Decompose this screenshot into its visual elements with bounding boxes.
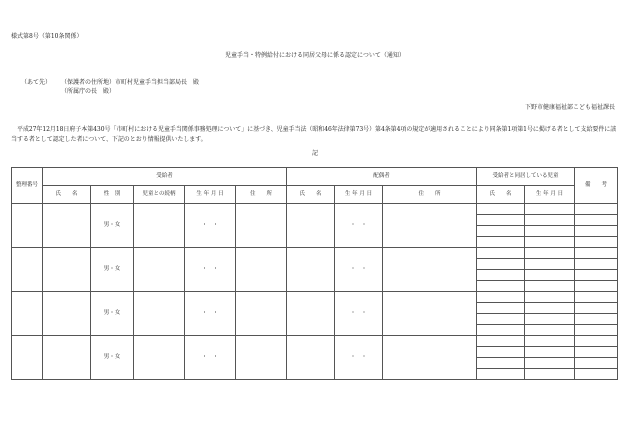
child-birth-cell[interactable] (525, 347, 575, 358)
child-name-cell[interactable] (477, 347, 525, 358)
child-name-cell[interactable] (477, 259, 525, 270)
recipient-sex-cell[interactable]: 男・女 (91, 336, 134, 380)
spouse-group-header: 配偶者 (287, 168, 477, 186)
child-name-cell[interactable] (477, 314, 525, 325)
child-birth-cell[interactable] (525, 237, 575, 248)
recipient-address-header: 住 所 (236, 186, 287, 204)
recipient-group-header: 受給者 (43, 168, 287, 186)
remarks-cell[interactable] (575, 237, 618, 248)
address-line-2: （所属庁の長 殿） (61, 88, 116, 95)
recipient-sex-cell[interactable]: 男・女 (91, 204, 134, 248)
recipient-relation-cell[interactable] (134, 204, 185, 248)
recipient-name-cell[interactable] (43, 292, 91, 336)
address-line-1: （保護者の住所地）市町村児童手当担当部局長 殿 (61, 79, 200, 86)
spouse-birth-cell[interactable]: ・ ・ (335, 204, 383, 248)
spouse-name-cell[interactable] (287, 292, 335, 336)
address-prefix: （あて先） (21, 79, 52, 86)
seiri-no-cell[interactable] (12, 248, 43, 292)
child-name-cell[interactable] (477, 226, 525, 237)
recipient-birth-cell[interactable]: ・ ・ (185, 292, 236, 336)
remarks-cell[interactable] (575, 204, 618, 215)
table-row (12, 336, 618, 347)
seiri-no-cell[interactable] (12, 336, 43, 380)
remarks-cell[interactable] (575, 314, 618, 325)
recipient-birth-header: 生 年 月 日 (185, 186, 236, 204)
remarks-cell[interactable] (575, 303, 618, 314)
remarks-cell[interactable] (575, 358, 618, 369)
child-name-cell[interactable] (477, 204, 525, 215)
spouse-address-cell[interactable] (383, 292, 477, 336)
recipient-address-cell[interactable] (236, 292, 287, 336)
child-birth-cell[interactable] (525, 325, 575, 336)
recipient-sex-header: 性 別 (91, 186, 134, 204)
remarks-cell[interactable] (575, 226, 618, 237)
child-birth-cell[interactable] (525, 248, 575, 259)
child-birth-cell[interactable] (525, 303, 575, 314)
recipient-address-cell[interactable] (236, 336, 287, 380)
child-birth-cell[interactable] (525, 270, 575, 281)
recipient-name-cell[interactable] (43, 204, 91, 248)
remarks-cell[interactable] (575, 336, 618, 347)
table-header-row-2 (12, 186, 618, 204)
children-group-header: 受給者と同居している児童 (477, 168, 575, 186)
child-birth-cell[interactable] (525, 281, 575, 292)
child-birth-cell[interactable] (525, 358, 575, 369)
table-row (12, 292, 618, 303)
ki-heading: 記 (311, 150, 318, 157)
child-birth-cell[interactable] (525, 259, 575, 270)
remarks-cell[interactable] (575, 270, 618, 281)
recipient-address-cell[interactable] (236, 204, 287, 248)
recipient-table (11, 167, 618, 380)
remarks-cell[interactable] (575, 369, 618, 380)
remarks-cell[interactable] (575, 325, 618, 336)
child-name-cell[interactable] (477, 325, 525, 336)
child-name-cell[interactable] (477, 336, 525, 347)
recipient-sex-cell[interactable]: 男・女 (91, 292, 134, 336)
recipient-sex-cell[interactable]: 男・女 (91, 248, 134, 292)
spouse-name-cell[interactable] (287, 204, 335, 248)
spouse-name-cell[interactable] (287, 248, 335, 292)
spouse-address-cell[interactable] (383, 248, 477, 292)
remarks-cell[interactable] (575, 248, 618, 259)
spouse-birth-cell[interactable]: ・ ・ (335, 292, 383, 336)
child-birth-header: 生 年 月 日 (525, 186, 575, 204)
spouse-birth-cell[interactable]: ・ ・ (335, 248, 383, 292)
table-row (12, 204, 618, 215)
recipient-name-cell[interactable] (43, 248, 91, 292)
spouse-address-cell[interactable] (383, 204, 477, 248)
child-birth-cell[interactable] (525, 204, 575, 215)
recipient-relation-cell[interactable] (134, 248, 185, 292)
spouse-address-cell[interactable] (383, 336, 477, 380)
spouse-birth-header: 生 年 月 日 (335, 186, 383, 204)
child-name-cell[interactable] (477, 303, 525, 314)
child-birth-cell[interactable] (525, 336, 575, 347)
child-birth-cell[interactable] (525, 226, 575, 237)
remarks-cell[interactable] (575, 347, 618, 358)
child-birth-cell[interactable] (525, 292, 575, 303)
recipient-birth-cell[interactable]: ・ ・ (185, 204, 236, 248)
child-name-cell[interactable] (477, 281, 525, 292)
spouse-name-cell[interactable] (287, 336, 335, 380)
recipient-birth-cell[interactable]: ・ ・ (185, 248, 236, 292)
recipient-name-header: 氏 名 (43, 186, 91, 204)
recipient-address-cell[interactable] (236, 248, 287, 292)
recipient-relation-cell[interactable] (134, 292, 185, 336)
child-name-cell[interactable] (477, 237, 525, 248)
table-header-row-1 (12, 168, 618, 186)
remarks-cell[interactable] (575, 292, 618, 303)
child-birth-cell[interactable] (525, 314, 575, 325)
child-name-cell[interactable] (477, 292, 525, 303)
child-name-cell[interactable] (477, 248, 525, 259)
body-paragraph: 平成27年12月18日府子本第430号「市町村における児童手当関係事務処理について」に基づき、児童手当法（昭和46年法律第73号）第4条第4項の規定が適用されることにより同条第1項第1号に掲げる者として支給要件に該当する者として認定した者について、下記のとおり情報提供いたします。 (11, 126, 617, 143)
recipient-birth-cell[interactable]: ・ ・ (185, 336, 236, 380)
seiri-no-header: 整理番号 (12, 168, 43, 204)
recipient-relation-cell[interactable] (134, 336, 185, 380)
remarks-header: 備 考 (575, 168, 618, 204)
form-number: 様式第8号（第10条関係） (11, 33, 83, 40)
child-birth-cell[interactable] (525, 369, 575, 380)
child-name-cell[interactable] (477, 270, 525, 281)
child-birth-cell[interactable] (525, 215, 575, 226)
child-name-cell[interactable] (477, 369, 525, 380)
child-name-cell[interactable] (477, 358, 525, 369)
recipient-name-cell[interactable] (43, 336, 91, 380)
child-name-header: 氏 名 (477, 186, 525, 204)
spouse-birth-cell[interactable]: ・ ・ (335, 336, 383, 380)
spouse-address-header: 住 所 (383, 186, 477, 204)
document-title: 児童手当・特例給付における同居父母に係る認定について（通知） (225, 52, 405, 59)
sender-name: 下野市健康福祉部こども福祉課長 (524, 104, 615, 111)
recipient-relation-header: 児童との続柄 (134, 186, 185, 204)
spouse-name-header: 氏 名 (287, 186, 335, 204)
remarks-cell[interactable] (575, 259, 618, 270)
child-name-cell[interactable] (477, 215, 525, 226)
seiri-no-cell[interactable] (12, 204, 43, 248)
table-row (12, 248, 618, 259)
remarks-cell[interactable] (575, 215, 618, 226)
seiri-no-cell[interactable] (12, 292, 43, 336)
remarks-cell[interactable] (575, 281, 618, 292)
